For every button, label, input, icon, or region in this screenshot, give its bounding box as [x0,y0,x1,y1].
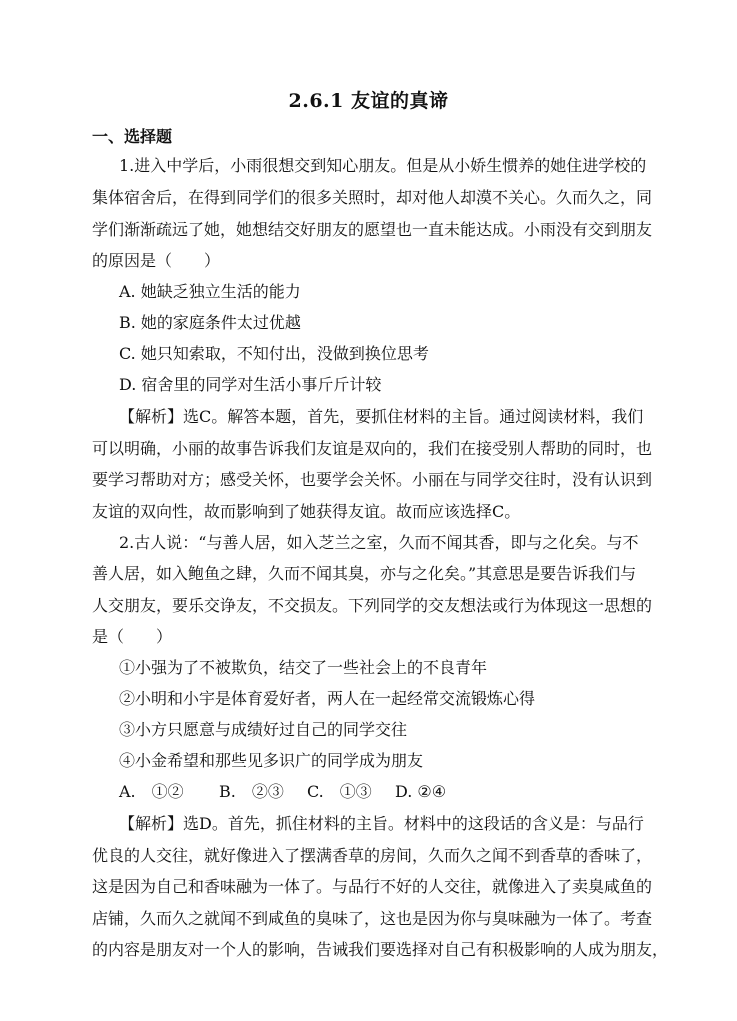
q1-option-b: B. 她的家庭条件太过优越 [119,313,301,332]
q2-choice-c: C. ①③ [307,782,372,801]
q2-analysis-line-3: 这是因为自己和香味融为一体了。与品行不好的人交往，就像进入了卖臭咸鱼的 [92,877,653,896]
q2-analysis-line-2: 优良的人交往，就好像进入了摆满香草的房间，久而久之闻不到香草的香味了， [92,846,653,865]
q2-choice-b: B. ②③ [219,782,284,801]
q2-analysis-line-5: 的内容是朋友对一个人的影响，告诫我们要选择对自己有积极影响的人成为朋友， [92,940,669,959]
q1-analysis-line-2: 可以明确，小丽的故事告诉我们友谊是双向的，我们在接受别人帮助的同时，也 [92,439,653,458]
q2-item-4: ④小金希望和那些见多识广的同学成为朋友 [119,751,424,770]
q2-item-2: ②小明和小宇是体育爱好者，两人在一起经常交流锻炼心得 [119,689,536,708]
q2-analysis-line-1: 【解析】选D。首先，抓住材料的主旨。材料中的这段话的含义是：与品行 [119,814,644,833]
q2-item-3: ③小方只愿意与成绩好过自己的同学交往 [119,720,408,739]
q1-option-d: D. 宿舍里的同学对生活小事斤斤计较 [119,375,382,394]
section-heading: 一、选择题 [92,127,173,146]
q2-item-1: ①小强为了不被欺负，结交了一些社会上的不良青年 [119,658,488,677]
q1-option-a: A. 她缺乏独立生活的能力 [119,282,301,301]
q1-line-2: 集体宿舍后，在得到同学们的很多关照时，却对他人却漠不关心。久而久之，同 [92,188,653,207]
q1-line-1: 1.进入中学后，小雨很想交到知心朋友。但是从小娇生惯养的她住进学校的 [119,156,647,175]
q2-line-2: 善人居，如入鲍鱼之肆，久而不闻其臭，亦与之化矣。”其意思是要告诉我们与 [92,564,637,583]
q2-choices [119,782,446,802]
q1-analysis-line-4: 友谊的双向性，故而影响到了她获得友谊。故而应该选择C。 [92,502,521,521]
q1-analysis-line-3: 要学习帮助对方；感受关怀，也要学会关怀。小丽在与同学交往时，没有认识到 [92,470,653,489]
q2-line-1: 2.古人说：“与善人居，如入芝兰之室，久而不闻其香，即与之化矣。与不 [119,533,639,552]
q2-analysis-line-4: 店铺，久而久之就闻不到咸鱼的臭味了，这也是因为你与臭味融为一体了。考查 [92,909,653,928]
q2-line-4: 是（ ） [92,627,173,646]
q2-choice-a: A. ①② [119,782,184,801]
q1-line-3: 学们渐渐疏远了她，她想结交好朋友的愿望也一直未能达成。小雨没有交到朋友 [92,220,653,239]
q2-line-3: 人交朋友，要乐交诤友，不交损友。下列同学的交友想法或行为体现这一思想的 [92,596,653,615]
q2-choice-d: D. ②④ [395,782,447,801]
page-title: 2.6.1 友谊的真谛 [288,90,449,112]
q1-analysis-line-1: 【解析】选C。解答本题，首先，要抓住材料的主旨。通过阅读材料，我们 [119,407,644,426]
q1-option-c: C. 她只知索取，不知付出，没做到换位思考 [119,344,429,363]
q1-line-4: 的原因是（ ） [92,251,221,270]
